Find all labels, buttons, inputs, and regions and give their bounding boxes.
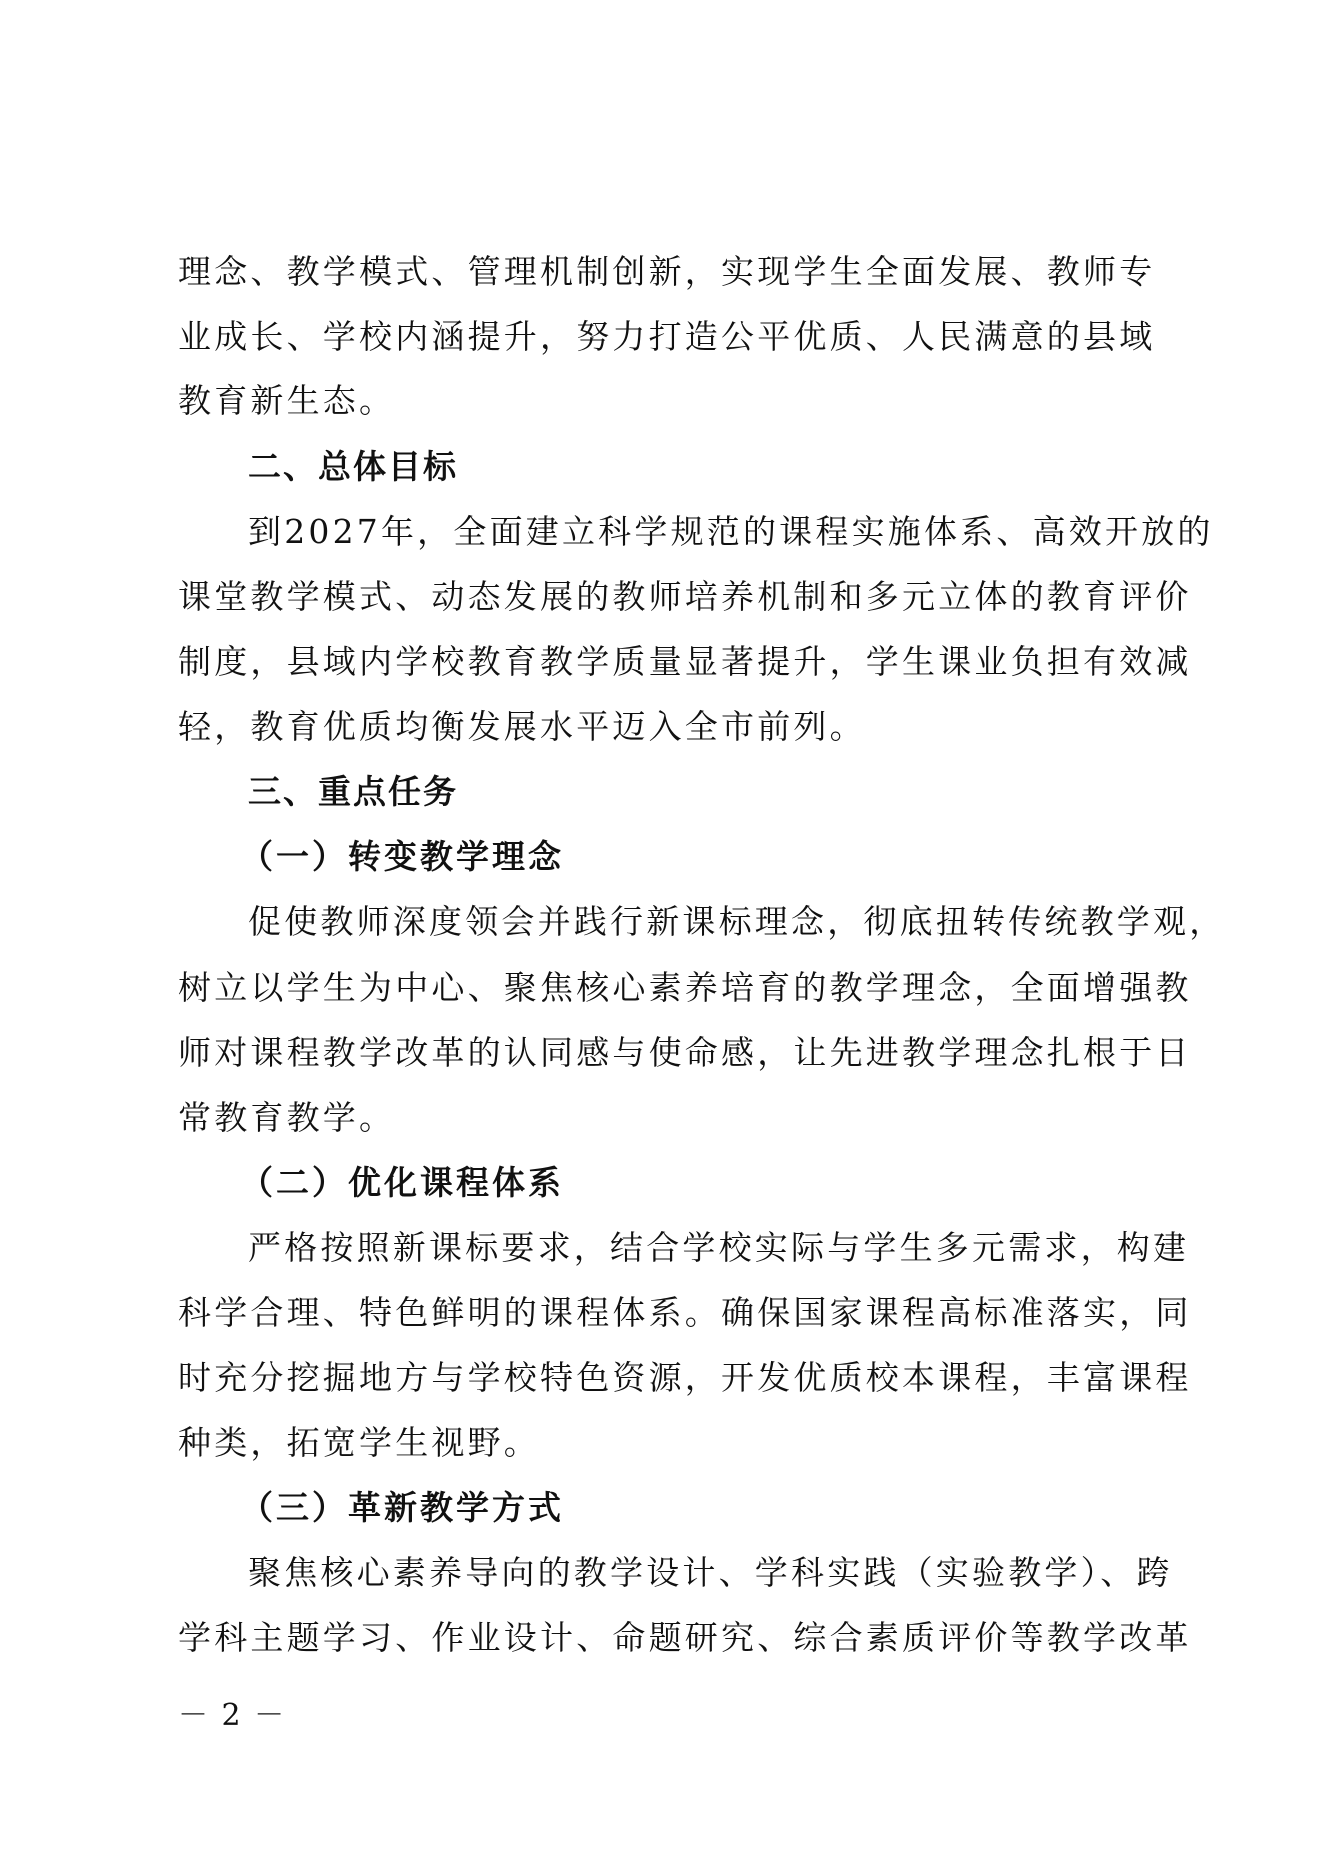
paragraph-line: 树立以学生为中心、聚焦核心素养培育的教学理念，全面增强教 xyxy=(178,968,1192,1007)
paragraph-line: 常教育教学。 xyxy=(178,1098,396,1137)
paragraph-line: 课堂教学模式、动态发展的教师培养机制和多元立体的教育评价 xyxy=(178,577,1192,616)
paragraph-line: 到2027年，全面建立科学规范的课程实施体系、高效开放的 xyxy=(248,512,1214,551)
paragraph-line: 教育新生态。 xyxy=(178,381,396,420)
section-heading-overall-goals: 二、总体目标 xyxy=(248,447,458,486)
subheading-teaching-philosophy: （一）转变教学理念 xyxy=(240,837,564,876)
subheading-teaching-methods: （三）革新教学方式 xyxy=(240,1488,564,1527)
paragraph-line: 时充分挖掘地方与学校特色资源，开发优质校本课程，丰富课程 xyxy=(178,1358,1192,1397)
paragraph-line: 业成长、学校内涵提升，努力打造公平优质、人民满意的县域 xyxy=(178,317,1156,356)
paragraph-line: 科学合理、特色鲜明的课程体系。确保国家课程高标准落实，同 xyxy=(178,1293,1192,1332)
paragraph-line: 理念、教学模式、管理机制创新，实现学生全面发展、教师专 xyxy=(178,252,1156,291)
paragraph-line: 严格按照新课标要求，结合学校实际与学生多元需求，构建 xyxy=(248,1228,1190,1267)
paragraph-line: 轻，教育优质均衡发展水平迈入全市前列。 xyxy=(178,707,866,746)
page-number: － 2 － xyxy=(178,1698,287,1733)
paragraph-line: 师对课程教学改革的认同感与使命感，让先进教学理念扎根于日 xyxy=(178,1033,1192,1072)
paragraph-line: 聚焦核心素养导向的教学设计、学科实践（实验教学）、跨 xyxy=(248,1553,1173,1592)
subheading-curriculum-system: （二）优化课程体系 xyxy=(240,1163,564,1202)
paragraph-line: 促使教师深度领会并践行新课标理念，彻底扭转传统教学观， xyxy=(248,902,1226,941)
section-heading-key-tasks: 三、重点任务 xyxy=(248,772,458,811)
paragraph-line: 学科主题学习、作业设计、命题研究、综合素质评价等教学改革 xyxy=(178,1618,1192,1657)
paragraph-line: 制度，县域内学校教育教学质量显著提升，学生课业负担有效减 xyxy=(178,642,1192,681)
paragraph-line: 种类，拓宽学生视野。 xyxy=(178,1423,540,1462)
